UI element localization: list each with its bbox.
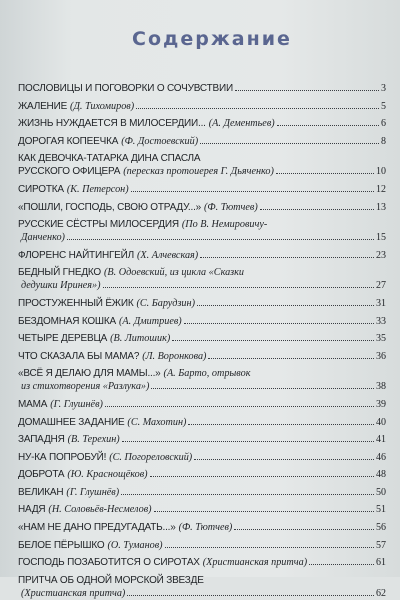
entry-page: 46 bbox=[376, 451, 386, 463]
entry-page: 38 bbox=[376, 381, 386, 393]
leader-dots bbox=[188, 424, 374, 425]
toc-entry bbox=[18, 82, 386, 95]
toc-entry bbox=[18, 152, 386, 178]
entry-title: НУ-КА ПОПРОБУЙ! bbox=[18, 451, 107, 463]
leader-dots bbox=[165, 547, 374, 548]
leader-dots bbox=[103, 287, 374, 288]
entry-author: (В. Одоевский, из цикла «Сказки bbox=[104, 267, 245, 279]
toc-entry bbox=[18, 297, 386, 310]
leader-dots bbox=[105, 406, 374, 407]
leader-dots bbox=[234, 529, 374, 530]
entry-page: 36 bbox=[376, 350, 386, 362]
toc-entry bbox=[18, 117, 386, 130]
toc-entry bbox=[18, 183, 386, 196]
entry-title: БЕДНЫЙ ГНЕДКО bbox=[18, 267, 102, 279]
entry-title: РУССКИЕ СЁСТРЫ МИЛОСЕРДИЯ bbox=[18, 219, 179, 231]
toc-entry bbox=[18, 574, 386, 600]
entry-author-cont: (Христианская притча) bbox=[21, 587, 126, 599]
entry-author: (Г. Глушнёв) bbox=[50, 398, 103, 410]
toc-entry bbox=[18, 433, 386, 446]
entry-page: 56 bbox=[376, 522, 386, 534]
entry-title: ДОБРОТА bbox=[18, 469, 65, 481]
entry-author: (По В. Немировичу- bbox=[181, 219, 268, 231]
entry-title: НАДЯ bbox=[18, 504, 46, 516]
entry-page: 51 bbox=[376, 504, 386, 516]
leader-dots bbox=[277, 125, 379, 126]
leader-dots bbox=[154, 511, 374, 512]
entry-author: (А. Барто, отрывок bbox=[163, 368, 251, 380]
entry-title: КАК ДЕВОЧКА-ТАТАРКА ДИНА СПАСЛА bbox=[18, 153, 201, 165]
toc-entry bbox=[18, 332, 386, 345]
entry-page: 10 bbox=[376, 166, 386, 178]
toc-entry bbox=[18, 249, 386, 262]
entry-page: 6 bbox=[381, 118, 386, 130]
toc-entry bbox=[18, 398, 386, 411]
entry-title: ДОРОГАЯ КОПЕЕЧКА bbox=[18, 135, 119, 147]
entry-title: «ПОШЛИ, ГОСПОДЬ, СВОЮ ОТРАДУ...» bbox=[18, 201, 202, 213]
entry-title-cont: РУССКОГО ОФИЦЕРА bbox=[18, 166, 121, 178]
entry-author-cont: из стихотворения «Разлука») bbox=[21, 381, 150, 393]
toc-list bbox=[18, 82, 386, 600]
entry-page: 48 bbox=[376, 469, 386, 481]
entry-author: (Ф. Тютчев) bbox=[204, 201, 258, 213]
leader-dots bbox=[276, 173, 374, 174]
toc-entry bbox=[18, 218, 386, 244]
entry-page: 23 bbox=[376, 249, 386, 261]
entry-author: (С. Погореловский) bbox=[109, 451, 193, 463]
entry-author: (Л. Воронкова) bbox=[142, 350, 207, 362]
toc-entry bbox=[18, 100, 386, 113]
entry-title: ПРОСТУЖЕННЫЙ ЁЖИК bbox=[18, 297, 134, 309]
entry-title: БЕЛОЕ ПЁРЫШКО bbox=[18, 539, 105, 551]
entry-page: 62 bbox=[376, 587, 386, 599]
toc-entry bbox=[18, 539, 386, 552]
entry-page: 15 bbox=[376, 232, 386, 244]
toc-entry bbox=[18, 486, 386, 499]
entry-title: ЧЕТЫРЕ ДЕРЕВЦА bbox=[18, 333, 108, 345]
entry-author-cont: Данченко) bbox=[21, 232, 65, 244]
entry-page: 33 bbox=[376, 315, 386, 327]
entry-title: ЖИЗНЬ НУЖДАЕТСЯ В МИЛОСЕРДИИ... bbox=[18, 118, 206, 130]
leader-dots bbox=[200, 257, 374, 258]
entry-author: (С. Махотин) bbox=[127, 416, 187, 428]
entry-page: 13 bbox=[376, 201, 386, 213]
entry-title: «НАМ НЕ ДАНО ПРЕДУГАДАТЬ...» bbox=[18, 522, 176, 534]
leader-dots bbox=[208, 358, 374, 359]
entry-title: «ВСЁ Я ДЕЛАЮ ДЛЯ МАМЫ...» bbox=[18, 368, 161, 380]
entry-author: (Х. Алчевская) bbox=[137, 249, 199, 261]
leader-dots bbox=[67, 239, 374, 240]
entry-author: (Ф. Тютчев) bbox=[178, 522, 233, 534]
entry-title: ФЛОРЕНС НАЙТИНГЕЙЛ bbox=[18, 249, 135, 261]
leader-dots bbox=[309, 564, 374, 565]
toc-entry bbox=[18, 315, 386, 328]
entry-author: (Ю. Краснощёков) bbox=[67, 469, 148, 481]
toc-entry bbox=[18, 135, 386, 148]
toc-entry bbox=[18, 503, 386, 516]
toc-entry bbox=[18, 266, 386, 292]
entry-author: (В. Терехин) bbox=[67, 434, 120, 446]
entry-author: (Н. Соловьёв-Несмелов) bbox=[48, 504, 152, 516]
leader-dots bbox=[131, 191, 374, 192]
entry-page: 12 bbox=[376, 183, 386, 195]
toc-entry bbox=[18, 468, 386, 481]
entry-title: СИРОТКА bbox=[18, 183, 64, 195]
entry-page: 61 bbox=[376, 557, 386, 569]
entry-title: ЗАПАДНЯ bbox=[18, 434, 65, 446]
toc-entry bbox=[18, 416, 386, 429]
leader-dots bbox=[172, 340, 374, 341]
entry-title: ЖАЛЕНИЕ bbox=[18, 100, 68, 112]
entry-page: 3 bbox=[381, 83, 386, 94]
entry-author: (К. Петерсон) bbox=[66, 183, 129, 195]
entry-title: ДОМАШНЕЕ ЗАДАНИЕ bbox=[18, 416, 125, 428]
entry-author: (А. Дмитриев) bbox=[118, 315, 182, 327]
leader-dots bbox=[151, 388, 374, 389]
entry-author: (В. Литошик) bbox=[110, 333, 171, 345]
entry-page: 31 bbox=[376, 297, 386, 309]
entry-title: МАМА bbox=[18, 398, 48, 410]
leader-dots bbox=[197, 305, 374, 306]
entry-page: 39 bbox=[376, 398, 386, 410]
entry-author-cont: дедушки Иринея») bbox=[21, 280, 101, 292]
entry-title: БЕЗДОМНАЯ КОШКА bbox=[18, 315, 116, 327]
entry-author: (О. Туманов) bbox=[107, 539, 163, 551]
leader-dots bbox=[194, 459, 374, 460]
leader-dots bbox=[136, 108, 379, 109]
entry-author: (Ф. Достоевский) bbox=[121, 135, 199, 147]
leader-dots bbox=[200, 143, 379, 144]
entry-title: ПРИТЧА ОБ ОДНОЙ МОРСКОЙ ЗВЕЗДЕ bbox=[18, 574, 204, 586]
entry-title: ГОСПОДЬ ПОЗАБОТИТСЯ О СИРОТАХ bbox=[18, 557, 200, 569]
entry-title: ЧТО СКАЗАЛА БЫ МАМА? bbox=[18, 350, 140, 362]
leader-dots bbox=[122, 441, 374, 442]
entry-page: 8 bbox=[381, 135, 386, 147]
leader-dots bbox=[235, 90, 379, 91]
toc-entry bbox=[18, 451, 386, 464]
toc-entry bbox=[18, 367, 386, 393]
entry-page: 40 bbox=[376, 416, 386, 428]
entry-author: (С. Барудзин) bbox=[136, 297, 195, 309]
entry-page: 41 bbox=[376, 434, 386, 446]
entry-page: 35 bbox=[376, 333, 386, 345]
entry-author: (пересказ протоиерея Г. Дьяченко) bbox=[123, 166, 274, 178]
entry-author: (Христианская притча) bbox=[202, 557, 308, 569]
entry-page: 27 bbox=[376, 280, 386, 292]
toc-entry bbox=[18, 201, 386, 214]
leader-dots bbox=[121, 494, 374, 495]
toc-entry bbox=[18, 521, 386, 534]
toc-entry bbox=[18, 350, 386, 363]
leader-dots bbox=[260, 209, 374, 210]
entry-author: (А. Дементьев) bbox=[208, 118, 275, 130]
entry-title: ВЕЛИКАН bbox=[18, 486, 64, 498]
toc-entry bbox=[18, 556, 386, 569]
entry-author: (Г. Глушнёв) bbox=[66, 486, 120, 498]
entry-page: 57 bbox=[376, 539, 386, 551]
leader-dots bbox=[127, 595, 374, 596]
leader-dots bbox=[184, 323, 374, 324]
entry-page: 5 bbox=[381, 100, 386, 112]
entry-title: ПОСЛОВИЦЫ И ПОГОВОРКИ О СОЧУВСТВИИ bbox=[18, 83, 233, 94]
leader-dots bbox=[150, 476, 374, 477]
page-title: Содержание bbox=[132, 28, 292, 50]
entry-page: 50 bbox=[376, 486, 386, 498]
entry-author: (Д. Тихомиров) bbox=[70, 100, 135, 112]
